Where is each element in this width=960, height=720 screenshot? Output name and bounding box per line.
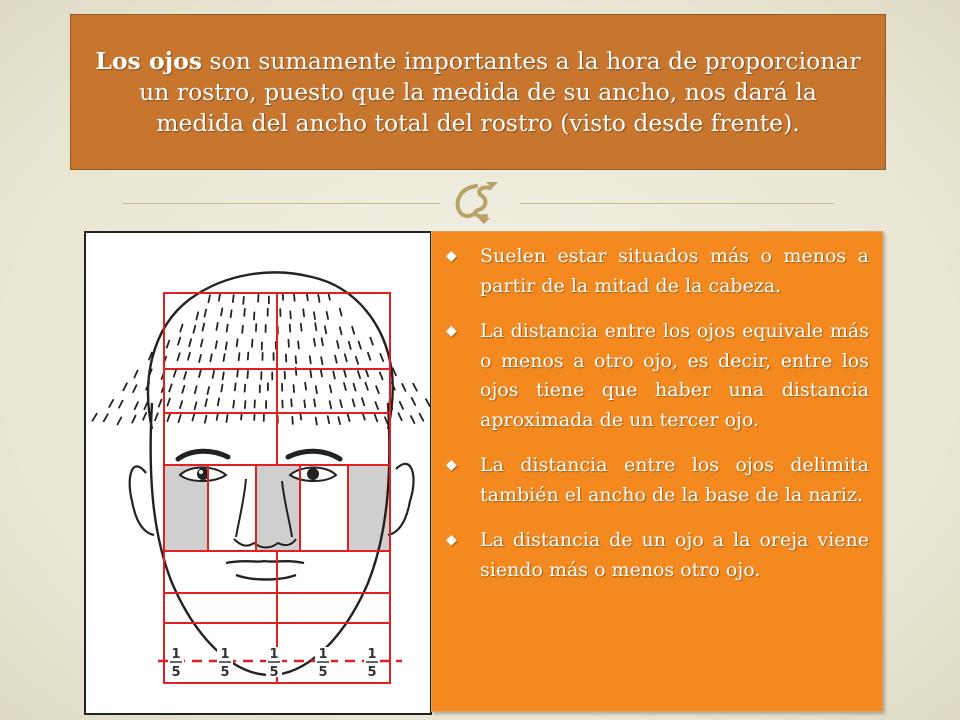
hair-stroke <box>294 294 295 301</box>
hair-stroke <box>296 356 297 363</box>
hair-stroke <box>354 384 356 391</box>
hair-stroke <box>370 338 373 345</box>
bullet-icon: ◆ <box>446 457 457 473</box>
hair-stroke <box>375 402 378 409</box>
title-rest: son sumamente importantes a la hora de proporcionar un rostro, puesto que la medida de su ancho, nos dará la medida del ancho total del rostro (visto desde frente). <box>139 46 861 137</box>
hair-stroke <box>315 323 316 330</box>
hair-stroke <box>321 369 322 376</box>
fraction-numerator: 1 <box>318 647 328 662</box>
fraction-denominator: 5 <box>318 665 328 680</box>
hair-stroke <box>318 295 319 302</box>
hair-stroke <box>335 356 337 363</box>
hair-stroke <box>375 414 378 421</box>
hair-stroke <box>199 370 201 377</box>
hair-stroke <box>237 339 238 346</box>
hair-stroke <box>400 402 403 409</box>
hair-stroke <box>201 339 203 346</box>
bullet-text: La distancia entre los ojos delimita también el ancho de la base de la nariz. <box>480 454 869 506</box>
hair-stroke <box>325 326 326 333</box>
hair-stroke <box>205 310 207 317</box>
hair-stroke <box>205 399 207 406</box>
hair-stroke <box>174 370 176 377</box>
hair-stroke <box>218 398 219 405</box>
hair-stroke <box>314 339 315 346</box>
bullet-item <box>446 451 869 510</box>
hair-stroke <box>144 402 147 409</box>
hair-stroke <box>213 371 214 378</box>
hair-stroke <box>298 341 299 348</box>
hair-stroke <box>291 399 292 406</box>
hair-stroke <box>426 399 430 406</box>
divider-left <box>122 203 440 204</box>
hair-stroke <box>380 354 383 361</box>
fraction-numerator: 1 <box>220 647 230 662</box>
hair-stroke <box>340 309 342 316</box>
bullet-item <box>446 526 869 585</box>
hair-stroke <box>104 414 108 421</box>
hair-stroke <box>134 371 137 378</box>
hair-stroke <box>109 400 113 407</box>
hair-stroke <box>337 341 339 348</box>
fraction-denominator: 5 <box>269 665 279 680</box>
hair-stroke <box>330 401 331 408</box>
hair-stroke <box>192 414 194 421</box>
hair-stroke <box>132 416 135 423</box>
bullet-panel <box>431 231 883 712</box>
hair-stroke <box>322 338 323 345</box>
eyebrows <box>178 451 340 459</box>
hair-stroke <box>223 372 224 379</box>
hair-stroke <box>208 387 210 394</box>
hair-stroke <box>118 417 122 424</box>
title-box <box>70 14 886 170</box>
hair-stroke <box>226 415 227 422</box>
hair-stroke <box>235 383 236 390</box>
hair-stroke <box>237 370 238 377</box>
bullet-text: La distancia de un ojo a la oreja viene siendo más o menos otro ojo. <box>480 529 869 581</box>
hair-stroke <box>155 413 158 420</box>
face-diagram <box>86 233 430 713</box>
hair-stroke <box>304 400 305 407</box>
hair-stroke <box>243 297 244 304</box>
hair-stroke <box>376 386 379 393</box>
bullet-item <box>446 317 869 435</box>
hair-stroke <box>349 342 351 349</box>
hair-stroke <box>239 353 240 360</box>
hair-stroke <box>178 415 180 422</box>
hair-stroke <box>247 371 248 378</box>
hair-stroke <box>143 413 146 420</box>
hair-stroke <box>245 385 246 392</box>
hair-stroke <box>193 326 195 333</box>
hair-stroke <box>340 400 342 407</box>
fraction-denominator: 5 <box>171 665 181 680</box>
hair-stroke <box>345 354 347 361</box>
fraction-one-fifth <box>266 647 282 680</box>
hair-stroke <box>352 327 354 334</box>
hair-stroke <box>356 357 358 364</box>
bullet-text: Suelen estar situados más o menos a partir de la mitad de la cabeza. <box>480 245 869 297</box>
hair-stroke <box>182 386 184 393</box>
hair-stroke <box>219 294 220 301</box>
hair-stroke <box>316 386 317 393</box>
hair-stroke <box>359 342 361 349</box>
hair-stroke <box>233 401 234 408</box>
hair-stroke <box>321 357 322 364</box>
hair-stroke <box>231 310 232 317</box>
hair-stroke <box>303 309 304 316</box>
title-text <box>93 46 863 139</box>
hair-stroke <box>333 371 335 378</box>
hair-stroke <box>327 312 328 319</box>
hair-stroke <box>199 355 201 362</box>
fraction-one-fifth <box>217 647 233 680</box>
hair-stroke <box>188 353 190 360</box>
hair-stroke <box>305 383 306 390</box>
hair-stroke <box>353 399 355 406</box>
hair-stroke <box>135 402 138 409</box>
title-bold: Los ojos <box>95 46 203 75</box>
hair-stroke <box>420 414 424 421</box>
hair-stroke <box>224 354 225 361</box>
hair-stroke <box>385 417 388 424</box>
hair-stroke <box>301 324 302 331</box>
hair-stroke <box>189 339 191 346</box>
hair-stroke <box>344 383 346 390</box>
hair-stroke <box>248 353 249 360</box>
hair-stroke <box>216 341 217 348</box>
bullet-text: La distancia entre los ojos equivale más o menos a otro ojo, es decir, entre los ojos tiene que haber una distancia aproximada de un tercer ojo. <box>480 320 869 431</box>
hair-stroke <box>294 385 295 392</box>
mouth <box>226 561 304 580</box>
hair-strokes <box>92 293 430 425</box>
hair-stroke <box>217 413 218 420</box>
hair-stroke <box>221 308 222 315</box>
hair-stroke <box>177 353 179 360</box>
hair-stroke <box>413 384 417 391</box>
hair-stroke <box>316 417 317 424</box>
hair-stroke <box>180 401 182 408</box>
hair-stroke <box>233 295 234 302</box>
bullet-icon: ◆ <box>446 532 457 548</box>
hair-stroke <box>242 326 243 333</box>
hair-stroke <box>227 325 228 332</box>
hair-stroke <box>133 385 136 392</box>
hair-stroke <box>292 417 293 424</box>
hair-stroke <box>226 342 227 349</box>
hair-stroke <box>348 414 350 421</box>
ornament-icon <box>446 178 516 224</box>
hair-stroke <box>338 417 340 424</box>
hair-stroke <box>366 369 368 376</box>
hair-stroke <box>180 325 182 332</box>
fraction-labels <box>168 647 380 680</box>
hair-stroke <box>307 293 308 300</box>
bullet-list <box>446 242 869 585</box>
fraction-numerator: 1 <box>367 647 377 662</box>
hair-stroke <box>314 312 315 319</box>
hair-stroke <box>210 354 211 361</box>
hair-stroke <box>380 372 383 379</box>
fraction-numerator: 1 <box>171 647 181 662</box>
hair-stroke <box>184 372 186 379</box>
hair-stroke <box>92 414 96 421</box>
hair-stroke <box>167 399 170 406</box>
hair-stroke <box>195 386 197 393</box>
face-diagram-panel <box>84 231 432 715</box>
hair-stroke <box>167 341 170 348</box>
hair-stroke <box>195 402 197 409</box>
hair-stroke <box>244 309 245 316</box>
hair-stroke <box>362 398 364 405</box>
fraction-one-fifth <box>364 647 380 680</box>
hair-stroke <box>310 356 311 363</box>
bullet-icon: ◆ <box>446 323 457 339</box>
hair-stroke <box>330 385 331 392</box>
hair-stroke <box>402 384 405 391</box>
hair-stroke <box>358 371 360 378</box>
hair-stroke <box>412 398 416 405</box>
divider-right <box>520 203 834 204</box>
hair-stroke <box>216 323 217 330</box>
hair-stroke <box>167 414 170 421</box>
hair-stroke <box>398 413 401 420</box>
fraction-one-fifth <box>168 647 184 680</box>
hair-stroke <box>328 416 329 423</box>
hair-stroke <box>365 383 367 390</box>
hair-stroke <box>314 399 315 406</box>
hair-stroke <box>203 324 205 331</box>
hair-stroke <box>205 416 207 423</box>
hair-stroke <box>208 295 210 302</box>
fraction-denominator: 5 <box>220 665 230 680</box>
hair-stroke <box>178 338 180 345</box>
hair-stroke <box>368 353 370 360</box>
fraction-one-fifth <box>315 647 331 680</box>
hair-outline <box>148 272 393 429</box>
hair-stroke <box>159 400 162 407</box>
bullet-icon: ◆ <box>446 248 457 264</box>
hair-stroke <box>245 401 246 408</box>
hair-stroke <box>221 384 222 391</box>
hair-stroke <box>344 370 346 377</box>
hair-stroke <box>340 327 342 334</box>
hair-stroke <box>119 401 123 408</box>
fraction-numerator: 1 <box>269 647 279 662</box>
hair-stroke <box>411 416 415 423</box>
hair-stroke <box>196 312 198 319</box>
hair-stroke <box>123 383 127 390</box>
hair-stroke <box>290 311 291 318</box>
hair-stroke <box>169 384 171 391</box>
bullet-item <box>446 242 869 301</box>
fraction-denominator: 5 <box>367 665 377 680</box>
hair-stroke <box>310 370 311 377</box>
